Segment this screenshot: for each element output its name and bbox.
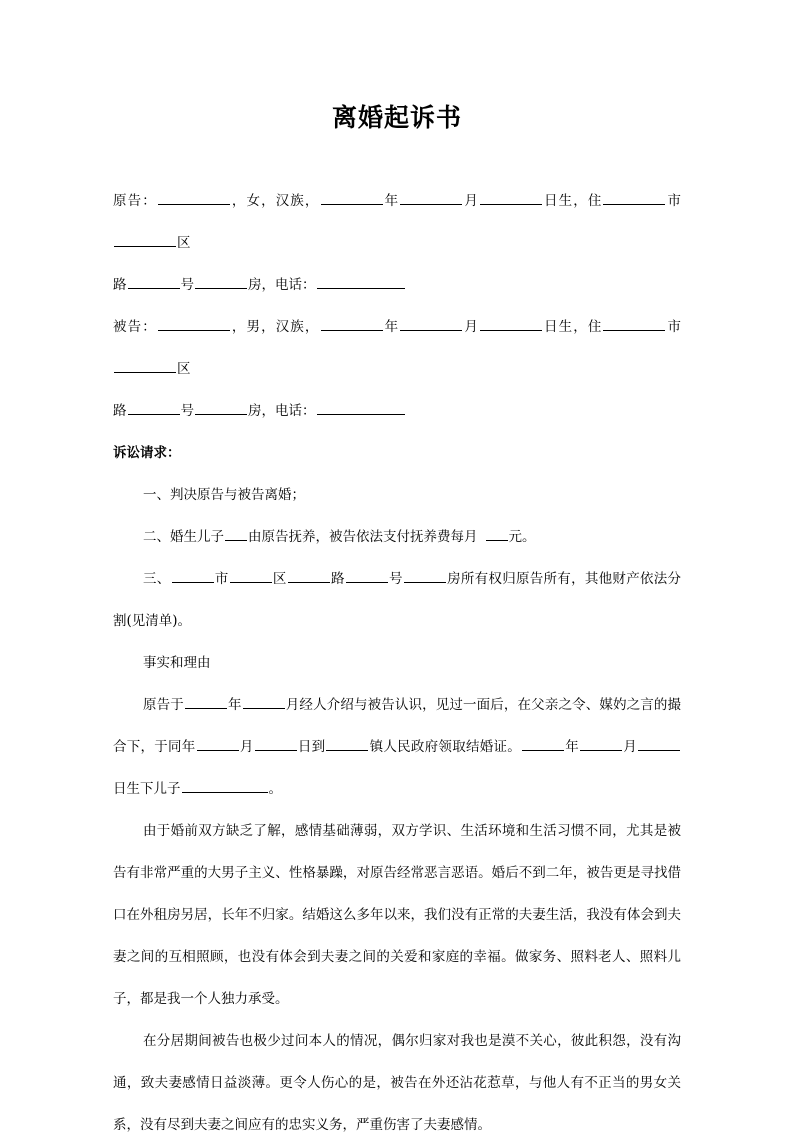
plaintiff-name-blank[interactable]: [158, 191, 230, 205]
plaintiff-birth-year-blank[interactable]: [321, 191, 383, 205]
facts-1-town: 镇人民政府领取结婚证。: [369, 739, 521, 755]
marry-day-blank[interactable]: [255, 737, 297, 751]
town-blank[interactable]: [326, 737, 368, 751]
support-amount-blank[interactable]: [486, 527, 508, 541]
plaintiff-label: 原告：: [113, 193, 157, 209]
day-born-label-2: 日生，住: [542, 319, 603, 335]
facts-1-a: 原告于: [143, 697, 184, 713]
month-label-2: 月: [463, 319, 479, 335]
claim-2-text-b: 由原告抚养，被告依法支付抚养费每月: [248, 529, 478, 545]
claims-heading: 诉讼请求：: [113, 445, 181, 461]
document-body: [113, 180, 681, 1146]
facts-heading: 事实和理由: [143, 655, 211, 671]
claim-item-1: 一、判决原告与被告离婚；: [143, 487, 305, 503]
defendant-address-line: [113, 390, 681, 432]
room-label-2: 房，电话：: [248, 403, 316, 419]
defendant-line: [113, 306, 681, 390]
defendant-birth-month-blank[interactable]: [400, 317, 462, 331]
defendant-district-blank[interactable]: [114, 359, 176, 373]
facts-1-month3: 月: [623, 739, 638, 755]
claim-3-tail: 房所有权归原告所有，其他财产依法分割(见清单)。: [113, 571, 682, 629]
claim-2-text-c: 元。: [508, 529, 536, 545]
plaintiff-address-line: [113, 264, 681, 306]
defendant-birth-year-blank[interactable]: [321, 317, 383, 331]
defendant-road-blank[interactable]: [128, 401, 180, 415]
facts-paragraph-2: 由于婚前双方缺乏了解，感情基础薄弱，双方学识、生活环境和生活习惯不同，尤其是被告有非常严重的大男子主义、性格暴躁，对原告经常恶言恶语。婚后不到二年，被告更是寻找借口在外租房另居，长年不归家。结婚这么多年以来，我们没有正常的夫妻生活，我没有体会到夫妻之间的互相照顾，也没有体会到夫妻之间的关爱和家庭的幸福。做家务、照料老人、照料儿子，都是我一个人独力承受。: [113, 823, 681, 1007]
claim-3-number: 号: [388, 571, 403, 587]
son-name-blank[interactable]: [182, 779, 268, 793]
claim-3-prefix: 三、: [143, 571, 171, 587]
defendant-phone-blank[interactable]: [317, 401, 405, 415]
facts-1-end: 。: [268, 781, 282, 797]
number-label-2: 号: [180, 403, 194, 419]
defendant-gender: ，男，汉族，: [230, 319, 320, 335]
property-district-blank[interactable]: [230, 569, 272, 583]
defendant-name-blank[interactable]: [158, 317, 230, 331]
road-label-1: 路: [113, 277, 127, 293]
birth-year-blank[interactable]: [522, 737, 564, 751]
claim-3-road: 路: [330, 571, 345, 587]
defendant-number-blank[interactable]: [195, 401, 247, 415]
property-road-blank[interactable]: [288, 569, 330, 583]
plaintiff-birth-month-blank[interactable]: [400, 191, 462, 205]
facts-1-day: 日到: [297, 739, 326, 755]
room-label-1: 房，电话：: [248, 277, 316, 293]
plaintiff-phone-blank[interactable]: [317, 275, 405, 289]
claim-3-district: 区: [272, 571, 287, 587]
plaintiff-line: [113, 180, 681, 264]
defendant-birth-day-blank[interactable]: [480, 317, 542, 331]
claim-item-2: [113, 516, 681, 558]
district-label-1: 区: [177, 235, 191, 251]
birth-month-blank[interactable]: [580, 737, 622, 751]
facts-1-month2: 月: [239, 739, 254, 755]
meet-month-blank[interactable]: [243, 695, 285, 709]
property-room-blank[interactable]: [404, 569, 446, 583]
facts-1-day2: 日生下儿子: [113, 781, 181, 797]
defendant-label: 被告：: [113, 319, 157, 335]
month-label-1: 月: [463, 193, 479, 209]
plaintiff-birth-day-blank[interactable]: [480, 191, 542, 205]
property-city-blank[interactable]: [172, 569, 214, 583]
year-label-2: 年: [383, 319, 400, 335]
facts-paragraph-1: [113, 684, 681, 810]
day-born-label-1: 日生，住: [542, 193, 603, 209]
marry-month-blank[interactable]: [197, 737, 239, 751]
facts-1-year: 年: [227, 697, 242, 713]
birth-day-blank[interactable]: [638, 737, 680, 751]
claim-3-city: 市: [214, 571, 229, 587]
claim-2-text-a: 二、婚生儿子: [143, 529, 224, 545]
plaintiff-district-blank[interactable]: [114, 233, 176, 247]
meet-year-blank[interactable]: [185, 695, 227, 709]
page-title: 离婚起诉书: [331, 103, 462, 132]
claim-item-3: [113, 558, 681, 642]
number-label-1: 号: [180, 277, 194, 293]
plaintiff-city-blank[interactable]: [603, 191, 665, 205]
road-label-2: 路: [113, 403, 127, 419]
facts-1-year2: 年: [565, 739, 580, 755]
year-label-1: 年: [383, 193, 400, 209]
plaintiff-number-blank[interactable]: [195, 275, 247, 289]
plaintiff-gender: ，女，汉族，: [230, 193, 320, 209]
city-label-2: 市: [666, 319, 682, 335]
child-name-blank[interactable]: [225, 527, 247, 541]
district-label-2: 区: [177, 361, 191, 377]
defendant-city-blank[interactable]: [603, 317, 665, 331]
facts-1-month: 月经人介绍与被告认识，见过一面后，在父亲之令、媒妁之言的撮合下，于同年: [113, 697, 682, 755]
city-label-1: 市: [666, 193, 682, 209]
plaintiff-road-blank[interactable]: [128, 275, 180, 289]
property-number-blank[interactable]: [346, 569, 388, 583]
facts-paragraph-3: 在分居期间被告也极少过问本人的情况，偶尔归家对我也是漠不关心，彼此积怨，没有沟通，致夫妻感情日益淡薄。更令人伤心的是，被告在外还沾花惹草，与他人有不正当的男女关系，没有尽到夫妻之间应有的忠实义务，严重伤害了夫妻感情。: [113, 1033, 681, 1133]
